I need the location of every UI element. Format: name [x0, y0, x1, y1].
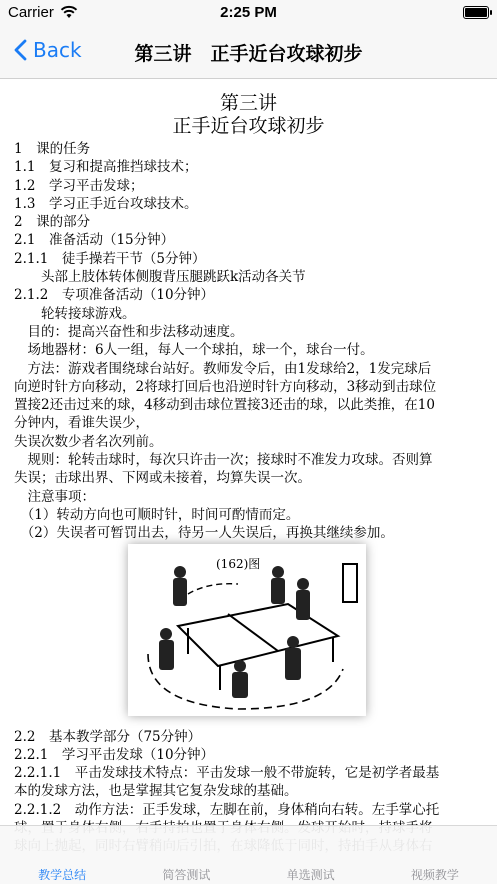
document-line: 向逆时针方向移动，2将球打回后也沿逆时针方向移动，3移动到击球位 — [14, 378, 437, 395]
document-line: 失误次数少者名次列前。 — [14, 433, 163, 450]
page-title: 第三讲 正手近台攻球初步 — [134, 43, 363, 65]
document-line: （2）失误者可暂罚出去，待另一人失误后，再换其继续参加。 — [14, 525, 394, 542]
document-line: 2.2.1.2 动作方法：正手发球，左脚在前，身体稍向右转。左手掌心托 — [14, 801, 440, 818]
document-line: 1 课的任务 — [14, 141, 91, 157]
document-line: 2.1.1 徒手操若干节（5分钟） — [14, 250, 206, 267]
tab-bar — [0, 825, 497, 884]
document-line: 注意事项： — [14, 488, 95, 505]
document-line: 2 课的部分 — [14, 214, 91, 231]
document-line: （1）转动方向也可顺时针，时间可酌情而定。 — [14, 506, 300, 523]
document-line: 失误；击球出界、下网或未接着，均算失误一次。 — [14, 470, 311, 487]
illustration-drawing — [128, 544, 366, 716]
doc-title-line2: 正手近台攻球初步 — [172, 115, 325, 137]
document-line: 1.1 复习和提高推挡球技术； — [14, 159, 198, 176]
table-tennis-illustration — [128, 544, 366, 716]
battery-icon — [463, 6, 489, 19]
document-line: 2.1.2 专项准备活动（10分钟） — [14, 287, 215, 304]
document-line: 场地器材：6人一组，每人一个球拍，球一个，球台一付。 — [14, 342, 374, 359]
figure-label: (162)图 — [216, 557, 261, 571]
tab-teaching-summary[interactable]: 教学总结 — [38, 868, 87, 882]
document-line: 目的：提高兴奋性和步法移动速度。 — [14, 323, 244, 340]
document-line: 2.1 准备活动（15分钟） — [14, 232, 175, 249]
tab-video-teaching[interactable]: 视频教学 — [410, 868, 459, 882]
document-line: 分钟内，看谁失误少， — [14, 415, 149, 432]
navigation-bar — [0, 26, 497, 79]
document-line: 2.2.1 学习平击发球（10分钟） — [14, 746, 215, 763]
document-line: 1.2 学习平击发球； — [14, 177, 144, 194]
carrier-label: Carrier — [8, 4, 54, 21]
document-line: 方法：游戏者围绕球台站好。教师发令后，由1发球给2，1发完球后 — [14, 360, 432, 377]
status-bar — [0, 0, 497, 26]
tab-short-answer-test[interactable]: 简答测试 — [162, 868, 211, 882]
document-line: 2.2.1.1 平击发球技术特点：平击发球一般不带旋转，它是初学者最基 — [14, 765, 440, 782]
tab-single-choice-test[interactable]: 单选测试 — [286, 868, 335, 882]
document-line: 本的发球方法，也是掌握其它复杂发球的基础。 — [14, 783, 298, 800]
document-line: 2.2 基本教学部分（75分钟） — [14, 728, 202, 745]
document-line: 规则：轮转击球时，每次只许击一次；接球时不准发力攻球。否则算 — [14, 452, 433, 469]
back-label: Back — [33, 38, 82, 62]
document-line: 轮转接球游戏。 — [14, 305, 136, 322]
lesson-document — [0, 92, 497, 856]
document-line: 1.3 学习正手近台攻球技术。 — [14, 195, 198, 212]
document-line: 头部上肢体转体侧腹背压腿跳跃k活动各关节 — [14, 269, 306, 286]
document-line: 置接2还击过来的球，4移动到击球位置接3还击的球，以此类推，在10 — [14, 397, 435, 414]
status-time: 2:25 PM — [220, 4, 277, 21]
doc-title-line1: 第三讲 — [219, 92, 277, 114]
document-scroll-view[interactable] — [0, 79, 497, 825]
